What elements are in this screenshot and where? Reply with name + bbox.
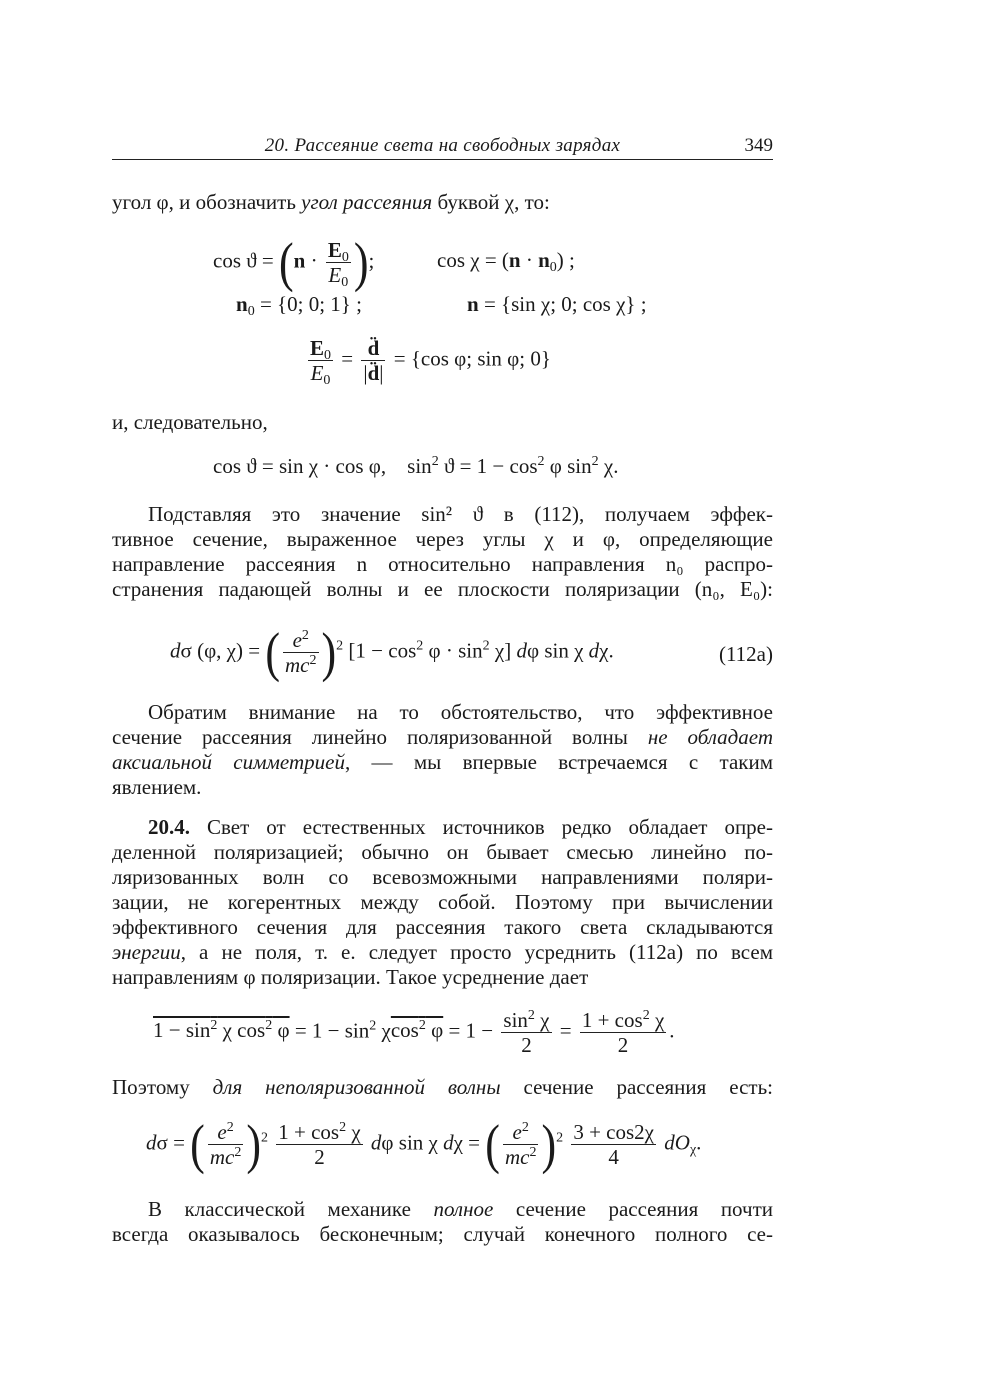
emphasis: для неполяризованной волны — [212, 1075, 501, 1099]
equation-cos-theta: cos ϑ = (n · $\frac{E_0}{E_0}$ ); — [213, 231, 375, 293]
text-line: деленной поляризацией; обычно он бывает смесью линейно по- — [112, 840, 773, 864]
text-run: буквой χ, то: — [432, 190, 550, 214]
text-line: зации, не когерентных между собой. Поэтому при вычислении — [112, 890, 773, 914]
text-line — [112, 190, 773, 215]
equation-cos-theta-result: cos ϑ = sin χ · cos φ, $\sin^2 ϑ = 1 - \cos^2 \varphi$ $\sin^2 \chi$. — [213, 454, 619, 478]
running-title: 20. Рассеяние света на свободных зарядах — [264, 135, 621, 156]
equation-112a: dσ (φ, χ) = ( $\frac{e^2}{mc^2}$ )$^2$ $[1 - \cos^2 \varphi \cdot \sin^2 \chi]$ dφ sin χ dχ. — [170, 621, 614, 683]
section-20-4 — [112, 815, 773, 990]
paragraph — [112, 502, 773, 602]
text-line — [112, 1197, 773, 1222]
emphasis: угол рассеяния — [301, 190, 433, 214]
text-line: странения падающей волны и ее плоскости поляризации (n₀, E₀): — [112, 577, 773, 601]
text-line: и, следовательно, — [112, 410, 268, 434]
text-line: эффективного сечения для рассеяния такого света складываются — [112, 915, 773, 939]
text-run: В классической механике — [148, 1197, 434, 1221]
text-line: ляризованных волн со всевозможными направлениями поляри- — [112, 865, 773, 889]
emphasis: аксиальной симметрией — [112, 750, 345, 774]
text-line — [112, 750, 773, 775]
text-line: направлениям φ поляризации. Такое усреднение дает — [112, 965, 589, 989]
paragraph — [112, 700, 773, 800]
page-number: 349 — [744, 135, 773, 156]
equation-number: (112a) — [718, 642, 773, 666]
text-line: всегда оказывалось бесконечным; случай конечного полного се- — [112, 1222, 773, 1246]
text-run: сечение рассеяния есть: — [500, 1075, 774, 1099]
emphasis: не обладает — [647, 725, 773, 749]
text-line — [112, 725, 773, 750]
text-run: , — мы впервые встречаемся с таким — [344, 750, 774, 774]
text-line: Подставляя это значение sin² ϑ в (112), получаем эффек- — [148, 502, 773, 526]
equation-e0-ratio: $\frac{E_0}{E_0}$ = $\frac{d̈}{|d̈|}$ = {cos φ; sin φ; 0} — [310, 336, 551, 388]
equation-unpolarized: dσ = ( $\frac{e^2}{mc^2}$ )$^2$ $\frac{1 + \cos^2 \chi}{2}$ dφ sin χ dχ = ( $\frac{e^2}{mc^2}$ )$^2$ $\frac{3 + \cos 2\chi}{4}$ $dO_\chi$. — [146, 1113, 702, 1175]
text-run: Поэтому — [112, 1075, 213, 1099]
text-run: Свет от естественных источников редко обладает опре- — [190, 815, 773, 839]
text-line — [112, 940, 773, 965]
section-number: 20.4. — [148, 815, 190, 839]
running-header — [112, 133, 773, 160]
text-line: тивное сечение, выраженное через углы χ и φ, определяющие — [112, 527, 773, 551]
text-line: явлением. — [112, 775, 202, 799]
emphasis: энергии — [112, 940, 181, 964]
equation-n0: $n_0 = \{0$; 0; 1} ; — [236, 292, 362, 319]
text-line: направление рассеяния n относительно направления n₀ распро- — [112, 552, 773, 576]
equation-average: $1 - \sin^2 \chi$ $\cos^2 \varphi = 1 - \sin^2 \chi\cos^2$ φ = 1 − $\frac{\sin^2 \chi}{2}$ = $\frac{1 + \cos^2 \chi}{2}$ . — [153, 1008, 675, 1057]
text-line: Обратим внимание на то обстоятельство, что эффективное — [148, 700, 773, 724]
text-run: сечение рассеяния линейно поляризованной волны — [112, 725, 648, 749]
text-line — [112, 815, 773, 840]
equation-n: n = {sin χ; 0; cos χ} ; — [467, 292, 647, 316]
emphasis: полное — [433, 1197, 494, 1221]
text-run: сечение рассеяния почти — [493, 1197, 773, 1221]
text-run: , а не поля, т. е. следует просто усреднить (112а) по всем — [180, 940, 773, 964]
equation-cos-chi: $\cos \chi = (n \cdot n_0)$ ; — [437, 248, 575, 275]
text-run: угол φ, и обозначить — [112, 190, 302, 214]
paragraph — [112, 1197, 773, 1247]
text-line — [112, 1075, 773, 1100]
